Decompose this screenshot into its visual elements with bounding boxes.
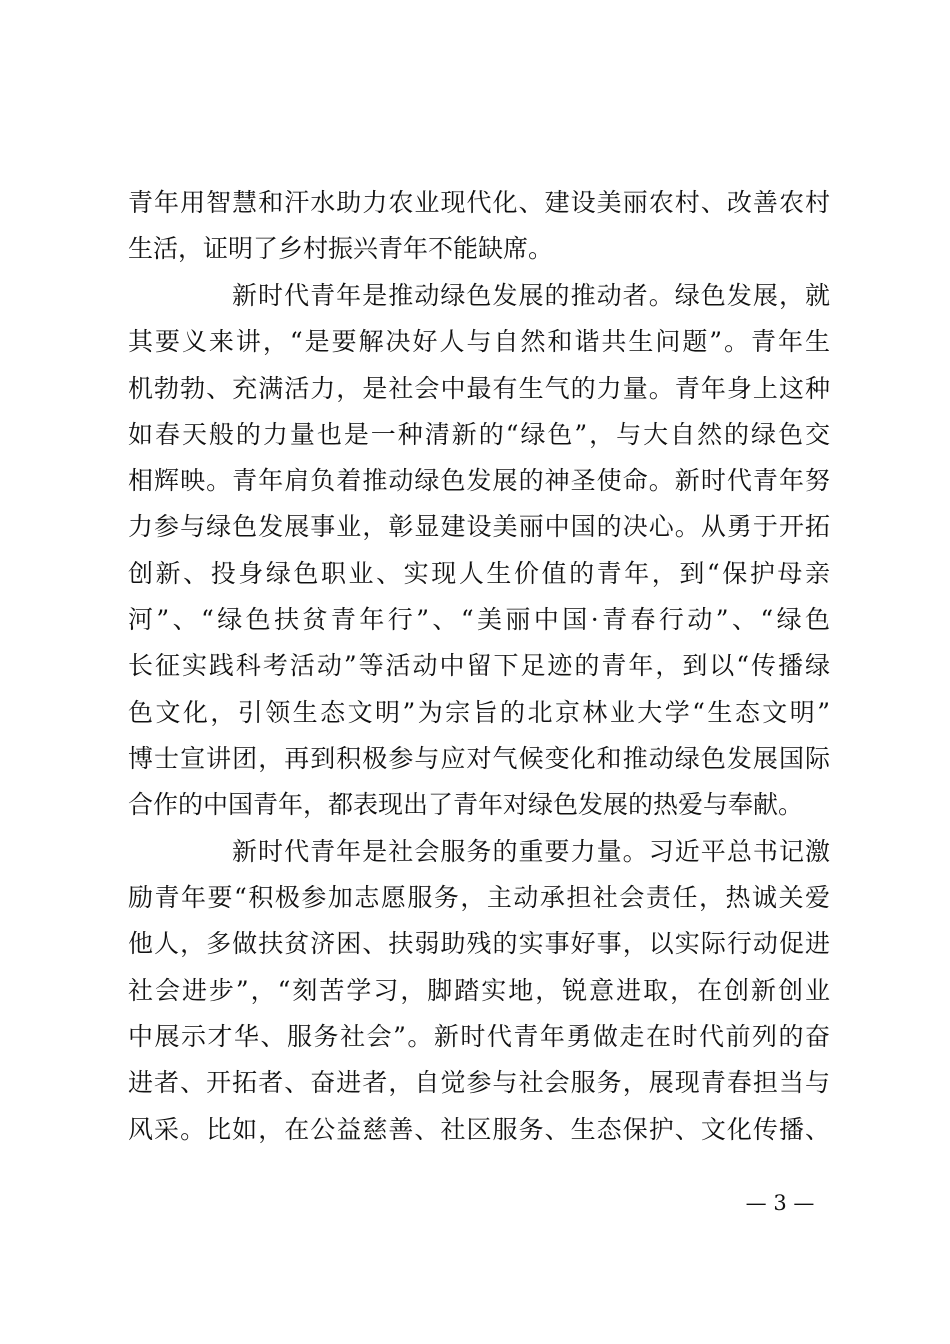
text-line: 社会进步”，“刻苦学习，脚踏实地，锐意进取，在创新创业: [128, 976, 830, 1005]
text-line: 青年用智慧和汗水助力农业现代化、建设美丽农村、改善农村: [128, 188, 830, 217]
text-line: 风采。比如，在公益慈善、社区服务、生态保护、文化传播、: [128, 1115, 830, 1144]
text-line: 励青年要“积极参加志愿服务，主动承担社会责任，热诚关爱: [128, 883, 830, 912]
text-line: 生活，证明了乡村振兴青年不能缺席。: [128, 234, 554, 263]
page-number: — 3 —: [745, 1191, 815, 1215]
paragraph-first-line: 新时代青年是社会服务的重要力量。习近平总书记激: [232, 837, 830, 866]
text-line: 其要义来讲，“是要解决好人与自然和谐共生问题”。青年生: [128, 327, 830, 356]
text-line: 色文化，引领生态文明”为宗旨的北京林业大学“生态文明”: [128, 698, 830, 727]
text-line: 创新、投身绿色职业、实现人生价值的青年，到“保护母亲: [128, 559, 830, 588]
text-line: 机勃勃、充满活力，是社会中最有生气的力量。青年身上这种: [128, 374, 830, 403]
text-line: 合作的中国青年，都表现出了青年对绿色发展的热爱与奉献。: [128, 790, 804, 819]
text-line: 他人，多做扶贫济困、扶弱助残的实事好事，以实际行动促进: [128, 929, 830, 958]
paragraph-first-line: 新时代青年是推动绿色发展的推动者。绿色发展，就: [232, 281, 830, 310]
text-line: 长征实践科考活动”等活动中留下足迹的青年，到以“传播绿: [128, 651, 830, 680]
text-line: 博士宣讲团，再到积极参与应对气候变化和推动绿色发展国际: [128, 744, 830, 773]
text-line: 进者、开拓者、奋进者，自觉参与社会服务，展现青春担当与: [128, 1068, 830, 1097]
text-line: 河”、“绿色扶贫青年行”、“美丽中国·青春行动”、“绿色: [128, 605, 830, 634]
text-line: 相辉映。青年肩负着推动绿色发展的神圣使命。新时代青年努: [128, 466, 830, 495]
text-line: 如春天般的力量也是一种清新的“绿色”，与大自然的绿色交: [128, 420, 830, 449]
text-line: 力参与绿色发展事业，彰显建设美丽中国的决心。从勇于开拓: [128, 512, 830, 541]
text-line: 中展示才华、服务社会”。新时代青年勇做走在时代前列的奋: [128, 1022, 830, 1051]
